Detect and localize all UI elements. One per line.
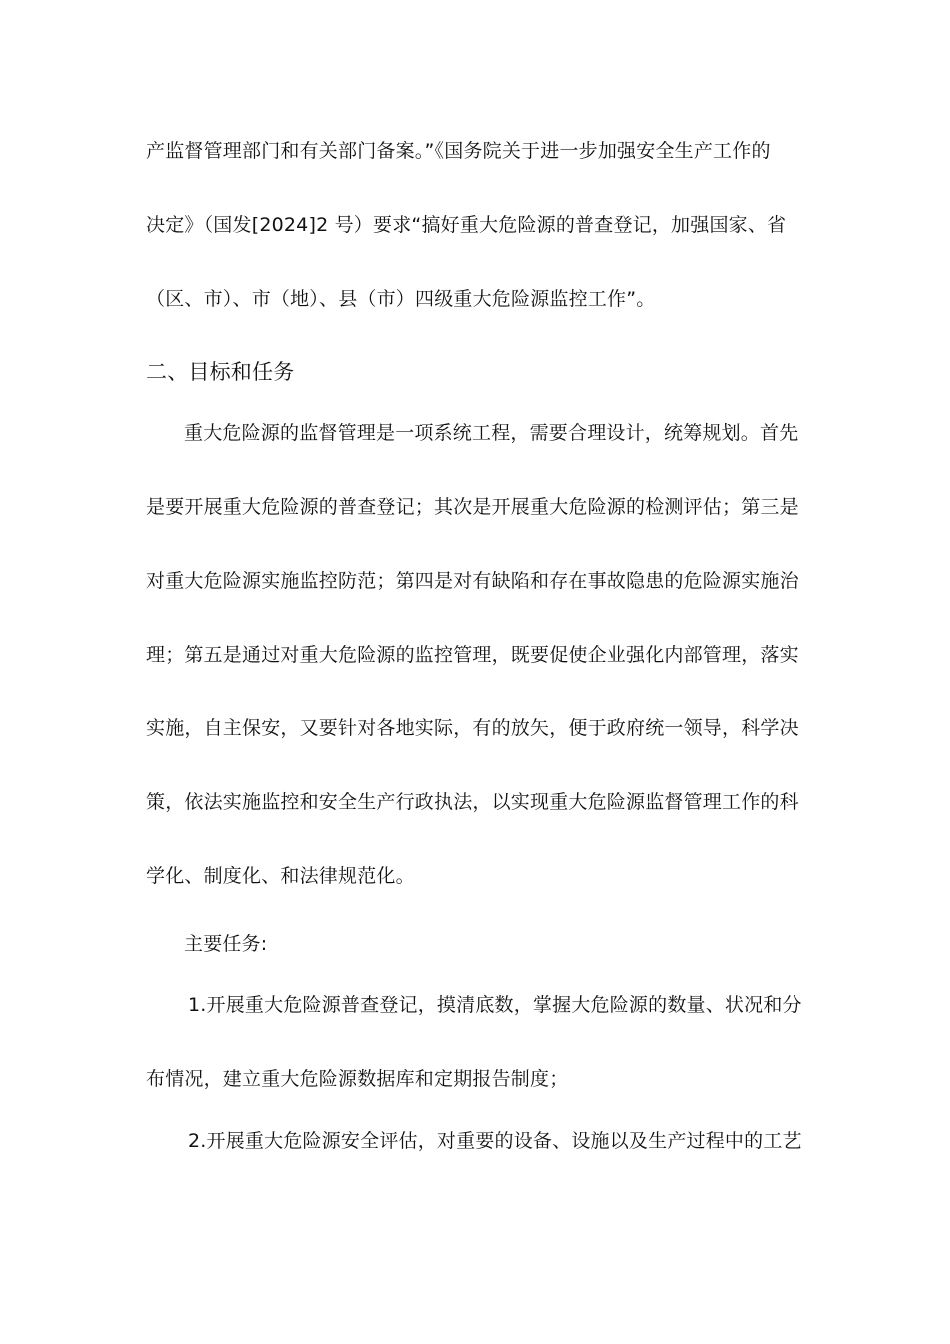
paragraph-line: 策，依法实施监控和安全生产行政执法，以实现重大危险源监督管理工作的科 xyxy=(146,791,799,813)
task-line: 2.开展重大危险源安全评估，对重要的设备、设施以及生产过程中的工艺 xyxy=(188,1130,802,1152)
task-line: 1.开展重大危险源普查登记，摸清底数，掌握大危险源的数量、状况和分 xyxy=(188,994,802,1016)
paragraph-line: 实施，自主保安，又要针对各地实际，有的放矢，便于政府统一领导，科学决 xyxy=(146,717,799,739)
text-line: 产监督管理部门和有关部门备案。”《国务院关于进一步加强安全生产工作的 xyxy=(146,140,771,162)
paragraph-line: 对重大危险源实施监控防范；第四是对有缺陷和存在事故隐患的危险源实施治 xyxy=(146,570,799,592)
paragraph-line: 理；第五是通过对重大危险源的监控管理，既要促使企业强化内部管理，落实 xyxy=(146,644,799,666)
paragraph-line: 是要开展重大危险源的普查登记；其次是开展重大危险源的检测评估；第三是 xyxy=(146,496,799,518)
text-line: （区、市）、市（地）、县（市）四级重大危险源监控工作”。 xyxy=(146,288,656,310)
paragraph-line: 学化、制度化、和法律规范化。 xyxy=(146,865,415,887)
task-line: 布情况，建立重大危险源数据库和定期报告制度； xyxy=(146,1068,569,1090)
paragraph-line: 重大危险源的监督管理是一项系统工程，需要合理设计，统筹规划。首先 xyxy=(184,422,799,444)
text-line: 决定》（国发[2024]2 号）要求“搞好重大危险源的普查登记，加强国家、省 xyxy=(146,214,787,236)
section-heading: 二、目标和任务 xyxy=(146,360,295,384)
tasks-label: 主要任务: xyxy=(184,933,268,955)
